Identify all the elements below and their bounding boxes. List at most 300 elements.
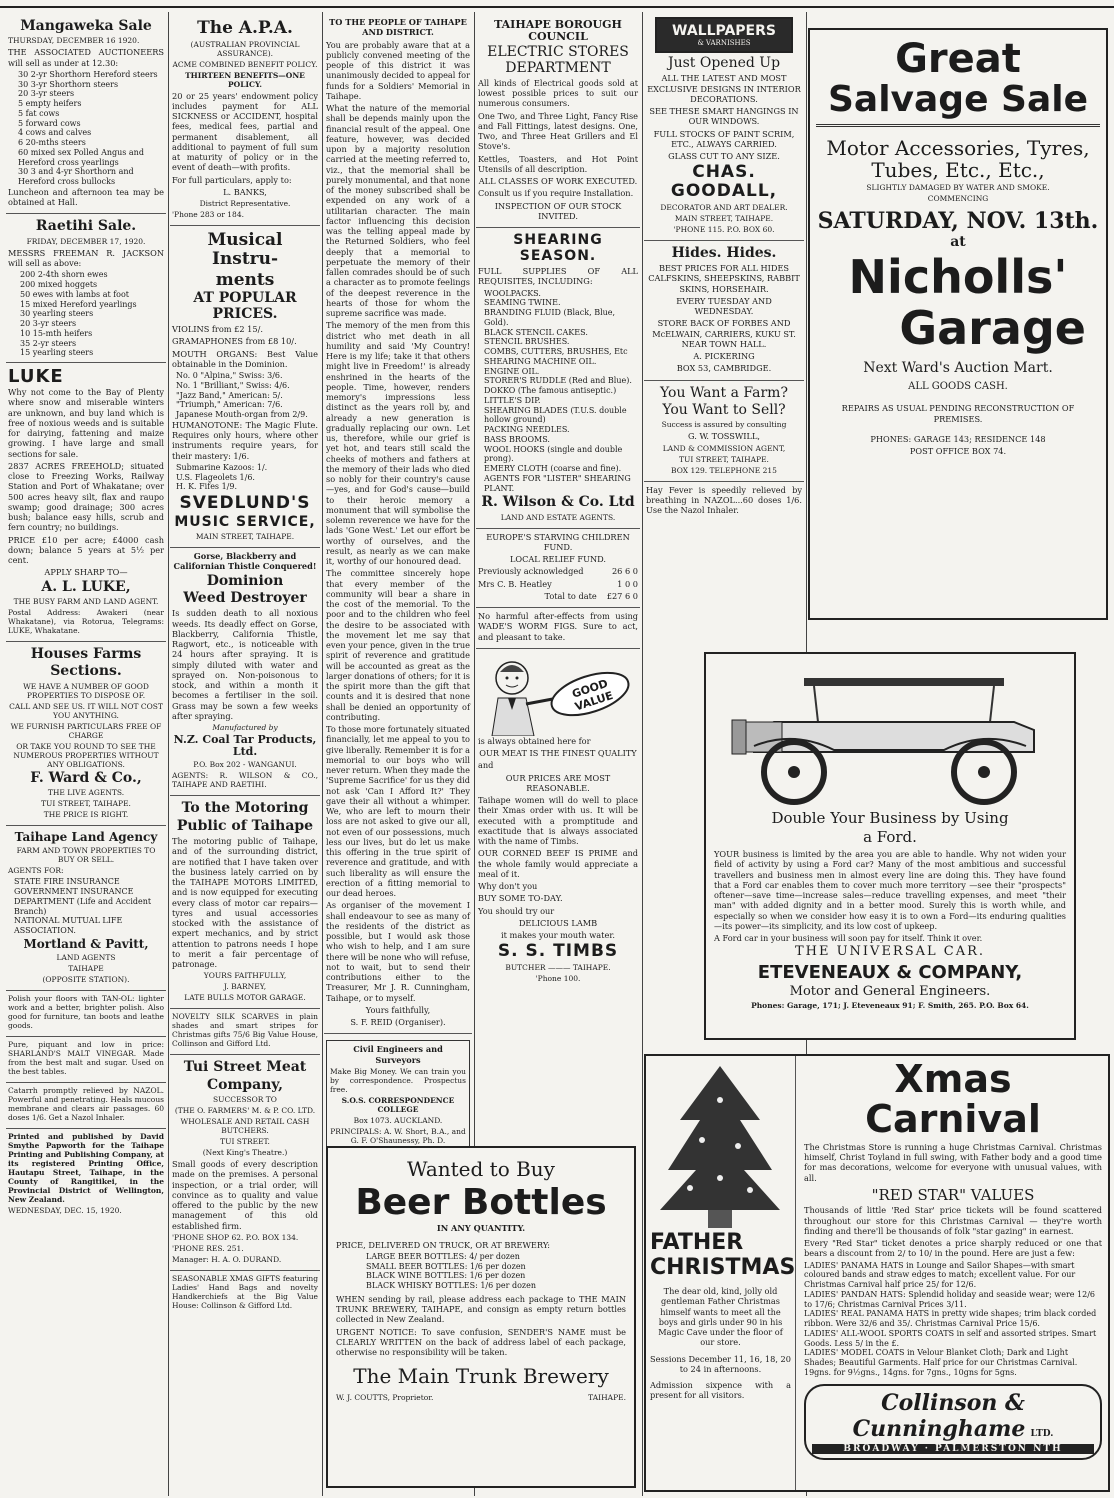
xmas-carnival-main [800,1056,1106,1464]
list-item: STATE FIRE INSURANCE [14,877,120,887]
ad-line: SEE THESE SMART HANGINGS IN OUR WINDOWS. [649,106,799,127]
ad-line: OUR MEAT IS THE FINEST QUALITY [479,748,637,759]
table-row [478,566,638,578]
sale-date: THURSDAY, DECEMBER 16 1920. [8,36,140,46]
ad-line: LAND & COMMISSION AGENT, [662,443,786,453]
total-label: Total to date [544,590,597,601]
ad-body: Taihape women will do well to place their Xmas order with us. It will be executed with a promptitude and exactitude that is always associated with the name of Timbs. [478,795,638,847]
shop-name: S. S. TIMBS [497,941,619,962]
ad-apply: APPLY SHARP TO— [44,567,128,578]
ad-line: You should try our [478,905,555,916]
agent-name: A. L. LUKE, [41,578,131,595]
worm-figs-ad [476,608,640,649]
agent-address: Postal Address: Awakeri (near Whakatane), via Rotorua, Telegrams: LUKE, Whakatane. [8,607,164,635]
list-item: STENCIL BRUSHES. [484,337,570,347]
company-tagline: LAND AND ESTATE AGENTS. [500,512,616,522]
ad-line: AGENTS FOR: [8,866,64,876]
garage-name: Garage [899,300,1086,355]
sale-date: FRIDAY, DECEMBER 17, 1920. [26,236,146,246]
list-item: STORER'S RUDDLE (Red and Blue). [484,376,632,386]
column-rule [168,12,169,1496]
ad-line: ALL GOODS CASH. [908,380,1008,392]
collinson-logo [804,1384,1102,1460]
ad-subtitle: AT POPULAR PRICES. [193,290,297,322]
ad-line: FULL STOCKS OF PAINT SCRIM, ETC., ALWAYS CARRIED. [653,128,795,149]
salvage-sale-ad [808,28,1108,620]
list-item: U.S. Flageolets 1/6. [176,472,255,482]
list-item: 30 yearling steers [20,309,94,319]
ad-line: COMMENCING [927,193,989,203]
row-label: Previously acknowledged [478,566,584,577]
ad-line: VIOLINS from £2 15/. [172,324,263,335]
ad-body: Every "Red Star" ticket denotes a price sharply reduced or one that bears a discount from 2/ to 10/ in the pound. Here are just a few: [804,1238,1102,1259]
list-item: BLACK STENCIL CAKES. [484,327,588,337]
timbs-butcher-ad [476,649,640,989]
ad-line: CALL AND SEE US. IT WILL NOT COST YOU ANYTHING. [9,701,163,720]
ad-line: WHOLESALE AND RETAIL CASH BUTCHERS. [180,1117,310,1136]
father-christmas-panel [646,1056,796,1490]
list-item: No. 1 "Brilliant," Swiss: 4/6. [176,380,290,390]
list-item: LADIES' PANAMA HATS in Lounge and Sailor Shapes—with smart coloured bands and straw edges to match; excellent value. For our Christmas Carnival half price 25/ for 12/6. [804,1260,1076,1290]
nazol-catarrh-ad [6,1083,166,1129]
ad-line: SUCCESSOR TO [213,1095,277,1105]
ad-intro: FULL SUPPLIES OF ALL REQUISITES, INCLUDING: [478,266,638,287]
ad-notice: URGENT NOTICE: To save confusion, SENDER'S NAME must be CLEARLY WRITTEN on the back of address label of each package, otherwise no responsibility will be taken. [336,1326,626,1358]
agent-name: F. Ward & Co., [30,769,142,786]
panel-title: FATHER [650,1230,744,1255]
logo-ltd: LTD. [1030,1428,1054,1439]
ad-title: Wanted to Buy [407,1157,555,1181]
college-name: S.O.S. CORRESPONDENCE COLLEGE [341,1095,455,1114]
ad-body: Small goods of every description made on the premises. A personal inspection, or a trial order, will convince as to quality and value offered to the public by the new management of this old established firm. [172,1159,318,1231]
letter-paragraph: The committee sincerely hope that every member of the community will bear a share in the cost of the memorial. To the poor and to the children who feel the desire to be associated with the movement let me say that even your pence, given in the true spirit of reverence and gratitude will be accounted as great as the larger donations of others; for it is the spirit more than the gift that counts and it is desired that none shall be denied an opportunity of contributing. [326,568,470,722]
ad-title: The A.P.A. [197,18,293,38]
column-5 [644,14,804,644]
ad-line: INSPECTION OF OUR STOCK INVITED. [494,200,622,221]
total-amount: £27 6 0 [606,590,638,601]
list-item: WOOL HOOKS (single and double prong). [484,444,623,464]
ad-line: WE HAVE A NUMBER OF GOOD PROPERTIES TO DISPOSE OF. [23,681,149,700]
ad-title: Musical Instru- [207,230,283,269]
ad-line: OR TAKE YOU ROUND TO SEE THE NUMEROUS PROPERTIES WITHOUT ANY OBLIGATIONS. [13,741,159,769]
list-item: Submarine Kazoos: 1/. [176,462,268,472]
column-3 [324,14,472,1150]
ad-title: Hides. Hides. [671,244,777,261]
xmas-carnival-ad [644,1054,1110,1492]
ad-body: A Ford car in your business will soon pay for itself. Think it over. [714,933,983,943]
ad-title: Taihape Land Agency [14,830,158,845]
letter-paragraph: You are probably aware that at a publicly convened meeting of the people of this district it was unanimously decided to appeal for funds for a Soldiers' Memorial in Taihape. [326,39,470,101]
table-row [478,579,638,591]
logo-subtext: & VARNISHES [697,39,751,47]
shop-tagline: DECORATOR AND ART DEALER. [660,202,788,212]
list-item: 30 2-yr Shorthorn Hereford steers [18,69,158,79]
ad-title: Tui Street Meat [183,1059,307,1076]
ad-body: Hay Fever is speedily relieved by breathing in NAZOL...60 doses 1/6. Use the Nazol Inhaler. [646,484,802,516]
ad-line: GRAMAPHONES from £8 10/. [172,336,297,347]
ad-body: Why not come to the Bay of Plenty where snow and miserable winters are unknown, and buy land which is free of noxious weeds and is suitable for dairying, fattening and maize growing. I have large and small sections for sale. [8,387,164,459]
ad-line: PRICE, DELIVERED ON TRUCK, OR AT BREWERY: [336,1239,550,1250]
imprint-text: Printed and published by David Smythe Papworth for the Taihape Printing and Publishing Company, at its registered Printing Office, Hautapu Street, Taihape, in the County of Rangitikei, in the Provincial District of Wellington, New Zealand. [8,1131,164,1204]
tui-street-meat-ad [170,1055,320,1271]
ad-title: Mangaweka Sale [20,18,152,34]
luke-land-ad [6,363,166,642]
list-item: 30 3-yr Shorthorn steers [18,79,119,89]
ad-title: Raetihi Sale. [35,218,137,235]
weed-destroyer-ad [170,548,320,796]
ad-title: Sections. [50,663,122,680]
ad-body: NOVELTY SILK SCARVES in plain shades and smart stripes for Christmas gifts 75/6 Big Value House, Collinson and Gifford Ltd. [172,1012,318,1049]
ad-line: MOUTH ORGANS: Best Value obtainable in the Dominion. [172,348,318,369]
ad-title: Dominion [206,572,284,589]
letter-title: TO THE PEOPLE OF TAIHAPE AND DISTRICT. [329,17,467,38]
shop-phone: 'Phone 100. [535,974,581,984]
ad-line: Consult us if you require Installation. [478,188,634,199]
list-item: 5 empty heifers [18,99,82,109]
ad-line: GLASS CUT TO ANY SIZE. [668,151,780,162]
ad-line: TUI STREET. [220,1137,270,1147]
price-row: SMALL BEER BOTTLES: 1/6 per dozen [366,1261,526,1271]
ad-body: SEASONABLE XMAS GIFTS featuring Ladies' Hand Bags and novelty Handkerchiefs at the Big Value House: Collinson & Gifford Ltd. [172,1273,318,1310]
ad-title: Civil Engineers and Surveyors [353,1044,443,1065]
list-item: "Triumph," American: 7/6. [176,400,283,410]
ad-line: Why don't you [478,881,538,892]
imprint-date: WEDNESDAY, DEC. 15, 1920. [8,1205,122,1215]
ad-title: Beer Bottles [355,1182,607,1223]
agent-name: L. BANKS, [223,186,267,197]
imprint [6,1129,166,1221]
list-item: LADIES' REAL PANAMA HATS in pretty wide shapes; trim black corded ribbon. Were 32/6 and 35/. Christmas Carnival Price 15/6. [804,1309,1097,1329]
ad-box: POST OFFICE BOX 74. [909,446,1007,456]
wallpapers-logo [655,17,793,53]
ad-line: ALL THE LATEST AND MOST EXCLUSIVE DESIGNS IN INTERIOR DECORATIONS. [647,73,801,104]
ad-intro: MESSRS FREEMAN R. JACKSON will sell as above: [8,247,164,269]
column-1 [6,14,166,1494]
agent-name: G. W. TOSSWILL, [687,431,760,442]
ford-ad [704,652,1076,1040]
agent-address: (OPPOSITE STATION). [42,974,130,984]
row-amount: 1 0 0 [617,578,638,589]
agent-name: Mortland & Pavitt, [23,936,149,951]
ad-heading: THIRTEEN BENEFITS—ONE POLICY. [185,70,305,89]
fund-title: EUROPE'S STARVING CHILDREN FUND. [486,531,630,552]
ad-title: Double Your Business by Using [771,809,1009,827]
company-agents: AGENTS: R. WILSON & CO., TAIHAPE AND RAETIHI. [172,771,318,790]
ad-line: REPAIRS AS USUAL PENDING RECONSTRUCTION OF PREMISES. [841,403,1075,424]
good-value-logo: GOOD VALUE [570,676,615,714]
list-item: AGENTS FOR "LISTER" SHEARING PLANT. [484,473,631,493]
list-item: EMERY CLOTH (coarse and fine). [484,464,622,473]
panel-body: The dear old, kind, jolly old gentleman Father Christmas himself wants to meet all the boys and girls under 90 in his Magic Cave under the floor of our store. [658,1286,783,1348]
company-name: R. Wilson & Co. Ltd [481,494,635,511]
list-item: 20 3-yr steers [20,319,77,329]
ad-line: Next Ward's Auction Mart. [863,360,1053,377]
ad-line: Success is assured by consulting [661,420,787,430]
list-item: 15 yearling steers [20,348,94,358]
shop-name: SVEDLUND'S [179,493,311,514]
dealer-address: BOX 53, CAMBRIDGE. [676,363,772,374]
ad-title: Xmas Carnival [865,1057,1041,1141]
ad-title: Public of Taihape [176,817,314,834]
ad-line: ALL CLASSES OF WORK EXECUTED. [478,176,638,187]
vinegar-ad [6,1037,166,1083]
list-item: 20 3-yr steers [18,89,75,99]
ad-body: Catarrh promptly relieved by NAZOL. Powerful and penetrating. Heals mucous membrane and clears air passages. 60 doses 1/6. Get a Nazol Inhaler. [8,1085,164,1122]
ad-line: BOX 129. TELEPHONE 215 [671,465,777,475]
column-4 [476,14,640,1150]
ad-body: WHEN sending by rail, please address each package to THE MAIN TRUNK BREWERY, TAIHAPE, and consign as empty return bottles collected in New Zealand. [336,1293,626,1325]
ad-line: STORE BACK OF FORBES AND McELWAIN, CARRIERS, KUKU ST. NEAR TOWN HALL. [652,318,796,349]
ad-line: SLIGHTLY DAMAGED BY WATER AND SMOKE. [866,182,1050,192]
ad-intro: The Christmas Store is running a huge Christmas Carnival. Christmas himself, Christ Toyland in full swing, with Father body and a good time for mas decorations, welcome for everyone with unusual values, with all. [804,1141,1102,1183]
agent-town: TAIHAPE [68,963,104,973]
mangaweka-sale-ad [6,14,166,214]
college-principals: PRINCIPALS: A. W. Short, B.A., and G. F. O'Shaunessy, Ph. D. [330,1126,466,1145]
dealer-name: A. PICKERING [693,351,755,362]
company-address: P.O. Box 202 - WANGANUI. [193,760,297,770]
ward-properties-ad [6,642,166,826]
ad-title: To the Motoring [181,800,309,817]
ad-title: Houses Farms [30,645,142,662]
shearing-season-ad [476,228,640,528]
list-item: GOVERNMENT INSURANCE DEPARTMENT (Life and Accident Branch) [14,887,152,916]
ad-body: Make Big Money. We can train you by correspondence. Prospectus free. [330,1066,466,1094]
fund-subtitle: LOCAL RELIEF FUND. [509,554,607,565]
letter-paragraph: As organiser of the movement I shall endeavour to see as many of the residents of the district as possible, but I would ask those who wish to help, and I am sure there will be none who will refuse, not to wait, but to send their contributions either to the Treasurer, Mr J. R. Cunningham, Taihape, or to myself. [326,900,470,1003]
letter-paragraph: What the nature of the memorial shall be depends mainly upon the financial result of the appeal. One feature, however, was decided upon by a majority resolution carried at the meeting referred to, viz., that the memorial shall be purely monumental, and that none of the money subscribed shall be expended on any work of a utilitarian character. The main factor influencing this decision was the telling appeal made by the Returned Soldiers, who feel deeply that a memorial to perpetuate the memory of their fallen comrades should be of such a character as to promote feelings of the deepest reverence in the hearts of those for whom the supreme sacrifice was made. [326,103,470,318]
brewery-footer [336,1393,626,1404]
list-item: 35 2-yr steers [20,338,77,348]
row-label: Mrs C. B. Heatley [478,578,552,589]
ad-line: is always obtained here for [478,735,591,746]
column-6 [808,28,1108,638]
signature-name: J. BARNEY, [223,982,267,992]
company-phones: Phones: Garage, 171; J. Eteveneaux 91; F. Smith, 265. P.O. Box 64. [751,1000,1029,1010]
ad-heading: "RED STAR" VALUES [871,1185,1035,1204]
silk-scarves-ad [170,1009,320,1055]
ad-title: ELECTRIC STORES DEPARTMENT [487,44,629,76]
list-item: NATIONAL MUTUAL LIFE ASSOCIATION. [14,916,123,936]
list-item: 200 mixed hoggets [20,280,98,290]
beer-bottles-ad [326,1146,636,1488]
wallpapers-ad [644,14,804,241]
ad-line: OUR CORNED BEEF IS PRIME and the whole family would appreciate a meal of it. [478,848,638,879]
ad-title: SHEARING SEASON. [513,232,603,264]
ad-title: Just Opened Up [667,55,781,71]
memorial-letter [324,14,472,1034]
top-rule [0,6,1114,8]
ad-line: OUR PRICES ARE MOST REASONABLE. [505,772,611,793]
ad-body: BEST PRICES FOR ALL HIDES CALFSKINS, SHEEPSKINS, RABBIT SKINS, HORSEHAIR. [648,263,800,294]
price-row: LARGE BEER BOTTLES: 4/ per dozen [366,1251,520,1261]
ad-title: ments [215,269,275,290]
ad-subtitle: Motor Accessories, Tyres, Tubes, Etc., Etc., [826,135,1090,182]
shop-tagline: BUTCHER ——— TAIHAPE. [505,963,611,973]
ad-title: Salvage Sale [816,80,1100,127]
ad-line: FARM AND TOWN PROPERTIES TO BUY OR SELL. [16,846,156,865]
company-tagline: Motor and General Engineers. [789,983,991,999]
hides-ad [644,241,804,381]
ad-body: Polish your floors with TAN-OL: lighter work and a better, brighter polish. Also good for furniture, tan boots and leathe goods. [8,993,164,1030]
apa-insurance-ad [170,14,320,226]
ad-note: Luncheon and afternoon tea may be obtained at Hall. [8,186,164,208]
letter-paragraph: The memory of the men from this district who met death in all humility and said 'My Country! Here is my life; take it that others might live in Freedom!' is already enshrined in the hearts of the people. Time, however, renders memory's impressions less distinct as the years roll by, and already a new generation is gradually replacing our own. Let us, therefore, while our grief is yet hot, and tears still scald the cheeks of mothers and fathers at the memory of their lads who died so nobly for their country's cause—yes, and for God's cause—build to their heroic memory a monument that will symbolise the solemn reverence we have for the lads 'Gone West.' Let our effort be worthy of ourselves, and the result, as nearly as we can make it, worthy of our honoured dead. [326,320,470,566]
tanol-polish-ad [6,991,166,1037]
list-item: H. K. Fifes 1/9. [176,482,237,492]
list-item: LADIES' ALL-WOOL SPORTS COATS in self and assorted stripes. Smart Goods. Less 5/ in the £. [804,1328,1097,1348]
price-row: BLACK WHISKY BOTTLES: 1/6 per dozen [366,1281,536,1291]
list-item: 60 mixed sex Polled Angus and Hereford cross yearlings [18,147,144,167]
ad-line: and [478,760,494,771]
starving-children-fund [476,529,640,609]
column-2 [170,14,320,1494]
christmas-tree-icon [650,1060,790,1230]
list-item: 50 ewes with lambs at foot [20,289,130,299]
list-item: LADIES' MODEL COATS in Velour Blanket Cloth; Dark and Light Shades; Beautiful Garments. Half price for our Christmas Carnival. 19gns. for 9½gns., 14gns. for 7gns., 10gns for 5gns. [804,1348,1078,1377]
electric-stores-ad [476,14,640,228]
ad-line: WE FURNISH PARTICULARS FREE OF CHARGE [10,721,162,740]
list-item: 10 15-mth heifers [20,328,93,338]
panel-admission: Admission sixpence with a present for all visitors. [650,1380,791,1401]
agent-slogan: THE PRICE IS RIGHT. [43,810,129,820]
ad-body: Kettles, Toasters, and Hot Point Utensils of all description. [478,153,638,174]
company-name: ETEVENEAUX & COMPANY, [757,961,1023,983]
shop-phone: 'PHONE 115. P.O. BOX 60. [673,224,775,234]
ad-title: Weed Destroyer [183,590,307,606]
college-address: Box 1073. AUCKLAND. [353,1115,443,1125]
logo-address: BROADWAY · PALMERSTON NTH [812,1444,1094,1454]
agent-tagline: LAND AGENTS [56,952,116,962]
raetihi-sale-ad [6,214,166,363]
panel-title: CHRISTMAS [650,1255,796,1280]
signature-line: LATE BULLS MOTOR GARAGE. [184,993,306,1003]
logo-text: Collinson & Cunninghame [852,1389,1026,1442]
agent-role: District Representative. [199,199,291,209]
list-item: 5 fat cows [18,108,60,118]
row-amount: 26 6 0 [611,566,638,577]
ad-title: You Want a Farm? [660,384,788,401]
ad-heading: TAIHAPE BOROUGH COUNCIL [494,18,622,44]
ad-body: YOUR business is limited by the area you are able to handle. Why not widen your field of activity by using a Ford car? Many of the most ambitious and successful travellers and business men in almost every line are doing this. They have found that a Ford car enables them to cover much more territory —see their "prospects" oftener—save time—increase sales—reduce travelling expenses, and meet "their man" with added dignity and in a better mood. Surely this is worth while, and especially so when we consider how easy it is to own a Ford—its enduring qualities—its power—its simplicity, and its low cost of upkeep. [714,849,1066,931]
logo-text: WALLPAPERS [672,23,776,39]
ad-subtitle: IN ANY QUANTITY. [436,1223,526,1234]
list-item: COMBS, CUTTERS, BRUSHES, Etc SHEARING MACHINE OIL. [484,347,628,366]
letter-signature: S. F. REID (Organiser). [350,1017,446,1027]
ad-title: a Ford. [863,827,917,846]
ad-body: One Two, and Three Light, Fancy Rise and Fall Fittings, latest designs. One, Two, and Three Heat Grillers and El Stove's. [478,110,638,152]
ad-slogan: THE UNIVERSAL CAR. [794,944,986,960]
ad-price: PRICE £10 per acre; £4000 cash down; balance 5 years at 5½ per cent. [8,534,164,566]
shop-address: MAIN STREET, TAIHAPE. [674,213,774,223]
ad-title: You Want to Sell? [662,402,786,419]
list-item: DOKKO (The famous antiseptic.) [484,386,617,395]
brewery-place: TAIHAPE. [588,1393,626,1403]
ad-line: DELICIOUS LAMB [518,917,598,928]
ad-body: Thousands of little 'Red Star' price tickets will be found scattered throughout our store for this Christmas Carnival — they're worth finding and there'll be thousands of folk "star gazing" in earnest. [804,1205,1102,1236]
ad-body: The motoring public of Taihape, and of the surrounding district, are notified that I have taken over the business lately carried on by the TAIHAPE MOTORS LIMITED, and is now equipped for executing every class of motor car repairs—tyres and usual accessories stocked with the assistance of expert mechanics, and by strict attention to patrons needs I hope to merit a fair percentage of patronage. [172,836,318,970]
ad-line: (Next King's Theatre.) [202,1148,288,1158]
ad-line: HUMANOTONE: The Magic Flute. Requires only hours, where other instruments require years, for their mastery: 1/6. [172,419,318,461]
agent-tagline: THE BUSY FARM AND LAND AGENT. [13,596,159,606]
ford-car-icon [714,660,1070,808]
ad-line: EVERY TUESDAY AND WEDNESDAY. [676,295,772,317]
list-item: 6 20-mths steers [18,138,86,148]
ad-line: TUI STREET, TAIHAPE. [679,454,769,464]
ad-body: Pure, piquant and low in price: SHARLAND'S MALT VINEGAR. Made from the best malt and sugar. Used on the best tables. [8,1039,164,1076]
musical-instruments-ad [170,226,320,548]
ad-apply: For full particulars, apply to: [172,174,292,185]
taihape-land-agency-ad [6,826,166,991]
column-rule [322,12,323,1496]
list-item: SHEARING BLADES (T.U.S. double hollow ground) [484,405,627,425]
ad-phone: PHONES: GARAGE 143; RESIDENCE 148 [870,433,1046,444]
list-item: PACKING NEEDLES. [484,425,570,434]
list-item: Japanese Mouth-organ from 2/9. [176,410,308,420]
ad-body: 20 or 25 years' endowment policy includes payment for ALL SICKNESS or ACCIDENT, hospital fees, medical fees, partial and permanent disablement, all additional to payment of full sum at maturity of policy or in the event of death—with profits. [172,90,318,173]
ad-body: Is sudden death to all noxious weeds. Its deadly effect on Gorse, Blackberry, California Thistle, Ragwort, etc., is noticeable with 24 hours after spraying. It is simply diluted with water and sprayed on. Non-poisonous to stock, and within a month it becomes a fertiliser in the soil. Grass may be sown a few weeks after spraying. [172,608,318,721]
ad-line: (THE O. FARMERS' M. & P. CO. LTD. [174,1106,316,1116]
ad-title: LUKE [8,366,64,388]
ad-body: All kinds of Electrical goods sold at lowest possible prices to suit our numerous consumers. [478,77,638,109]
list-item: 200 2-4th shorn ewes [20,270,108,280]
list-item: 15 mixed Hereford yearlings [20,299,137,309]
list-item: BASS BROOMS. [484,434,550,444]
ad-phone: 'PHONE SHOP 62. P.O. BOX 134. [172,1232,299,1242]
list-item: LADIES' PANDAN HATS: Splendid holiday and seaside wear; were 12/6 to 17/6; Christmas Carnival Prices 3/11. [804,1289,1096,1309]
ad-line: Manufactured by [212,723,278,733]
good-value-illustration [478,652,638,736]
ad-heading: Gorse, Blackberry and Californian Thistle Conquered! [173,551,317,572]
ad-heading: ACME COMBINED BENEFIT POLICY. [172,59,318,69]
engineers-college-ad [324,1034,472,1150]
company-name: N.Z. Coal Tar Products, Ltd. [173,733,317,759]
letter-signoff: Yours faithfully, [365,1004,431,1015]
list-item: "Jazz Band," American: 5/. [176,390,283,400]
letter-paragraph: To those more fortunately situated financially, let me appeal to you to give liberally. Remember it is for a memorial to our boys who will never return. When they made the 'Supreme Sacrifice' for us they did not ask 'Can I Afford It?' They gave their all without a whimper. We, who are left to mourn their loss are not asked to give our all, not even of our possessions, much less our lives, but do let us make this offering in the true spirit of reverence and gratitude, and with such liberality as will ensure the erection of a fitting memorial to our dead heroes. [326,724,470,898]
brewery-owner: W. J. COUTTS, Proprietor. [336,1393,434,1403]
brewery-name: The Main Trunk Brewery [353,1364,609,1389]
signature-line: YOURS FAITHFULLY, [203,971,287,981]
list-item: LITTLE'S DIP. [484,395,541,405]
ad-phone: 'PHONE RES. 251. [172,1243,244,1253]
ad-line: BUY SOME TO-DAY. [478,893,563,904]
agent-address: TUI STREET, TAIHAPE. [41,799,131,809]
list-item: WOOLPACKS. [484,288,541,298]
price-row: BLACK WINE BOTTLES: 1/6 per dozen [366,1271,526,1281]
column-rule [642,12,643,1496]
ad-subtitle: (AUSTRALIAN PROVINCIAL ASSURANCE). [190,39,300,58]
shop-name: CHAS. GOODALL, [670,162,778,202]
table-row-total [478,591,638,603]
ad-intro: THE ASSOCIATED AUCTIONEERS will sell as under at 12.30: [8,47,164,68]
xmas-gifts-ad [170,1271,320,1316]
ad-body: 2837 ACRES FREEHOLD; situated close to Freezing Works, Railway Station and Port of Whakatane; over 500 acres heavy silt, flax and raupo swamp; good drainage; 300 acres bush; balance easy hills, scrub and fern country; no buildings. [8,460,164,533]
agent-tagline: THE LIVE AGENTS. [47,788,125,798]
agent-phone: 'Phone 283 or 184. [172,210,244,220]
list-item: SEAMING TWINE. [484,298,561,308]
ad-line: at [950,233,966,250]
list-item: No. 0 "Alpina," Swiss: 3/6. [176,371,283,381]
panel-sessions: Sessions December 11, 16, 18, 20 to 24 in afternoons. [650,1353,791,1374]
sale-date: SATURDAY, NOV. 13th. [817,207,1099,234]
farm-agent-ad [644,381,804,482]
shop-name: MUSIC SERVICE, [174,513,316,530]
list-item: ENGINE OIL. [484,366,540,376]
motoring-public-ad [170,796,320,1009]
ad-title: Great [895,36,1021,82]
ad-line: it makes your mouth water. [501,930,615,941]
ad-title: Company, [206,1076,283,1093]
